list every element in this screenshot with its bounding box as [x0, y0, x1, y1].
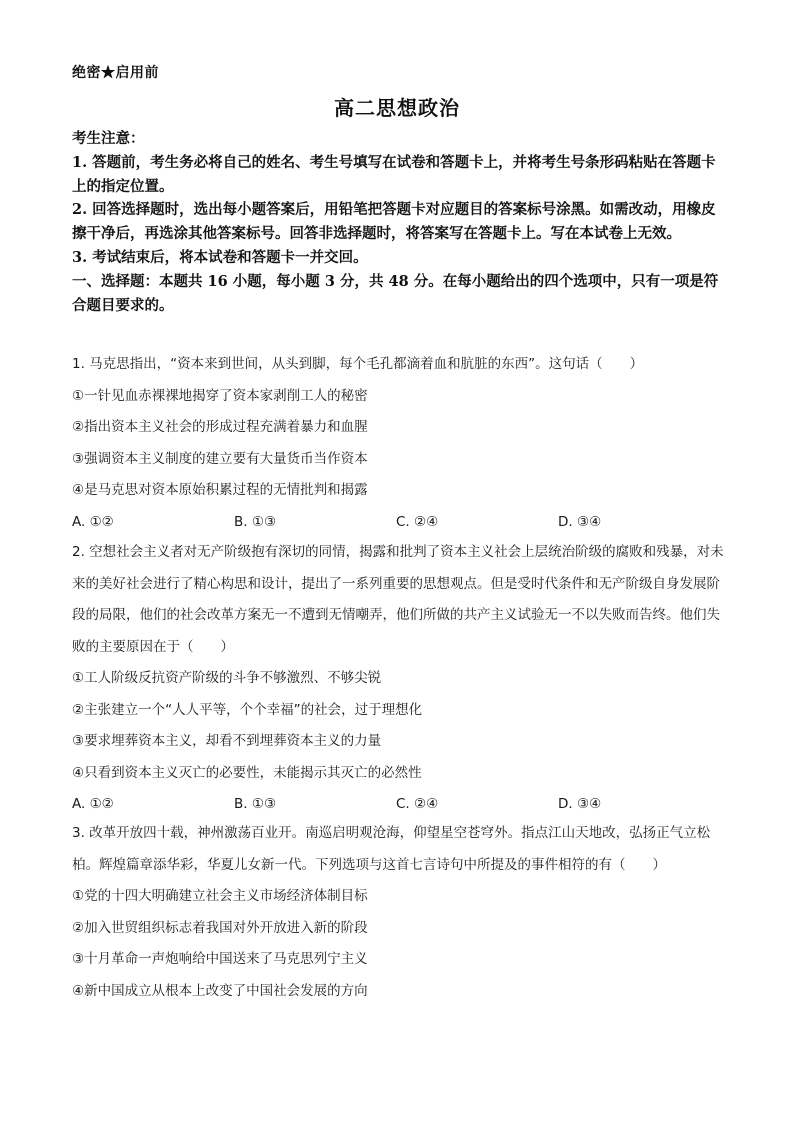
statement: ②指出资本主义社会的形成过程充满着暴力和血腥	[72, 419, 368, 435]
statement: ②加入世贸组织标志着我国对外开放进入新的阶段	[72, 919, 368, 936]
statement: ②主张建立一个“人人平等，个个幸福”的社会，过于理想化	[72, 701, 423, 718]
question-stem: 1. 马克思指出，“资本来到世间，从头到脚，每个毛孔都滴着血和肮脏的东西”。这句话（ ）	[72, 356, 644, 372]
exam-notice	[72, 127, 728, 317]
question-stem: 3. 改革开放四十载，神州激荡百业开。南巡启明观沧海，仰望星空苍穹外。指点江山天地改，弘扬正气立松柏。辉煌篇章添华彩，华夏儿女新一代。下列选项与这首七言诗句中所提及的事件相符的有（ ）	[72, 825, 711, 873]
choice-d: D. ③④	[558, 796, 602, 812]
statement: ③十月革命一声炮响给中国送来了马克思列宁主义	[72, 951, 368, 967]
choice-b: B. ①③	[234, 796, 277, 812]
notice-item: 3. 考试结束后，将本试卷和答题卡一并交回。	[72, 248, 368, 266]
section-heading: 一、选择题：本题共 16 小题，每小题 3 分，共 48 分。在每小题给出的四个选项中，只有一项是符合题目要求的。	[72, 272, 719, 314]
question-1	[72, 349, 728, 538]
statement: ①一针见血赤裸裸地揭穿了资本家剥削工人的秘密	[72, 387, 368, 404]
choice-d: D. ③④	[558, 513, 602, 530]
question-stem: 2. 空想社会主义者对无产阶级抱有深切的同情，揭露和批判了资本主义社会上层统治阶级的腐败和残暴，对未来的美好社会进行了精心构思和设计，提出了一系列重要的思想观点。但是受时代条件和无产阶级自身发展阶段的局限，他们的社会改革方案无一不遭到无情嘲弄，他们所做的共产主义试验无一不以失败而告终。他们失败的主要原因在于（ ）	[72, 544, 724, 655]
page-title: 高二思想政治	[334, 96, 460, 120]
statement: ④新中国成立从根本上改变了中国社会发展的方向	[72, 982, 368, 999]
statement: ④是马克思对资本原始积累过程的无情批判和揭露	[72, 482, 368, 498]
statement: ④只看到资本主义灭亡的必要性，未能揭示其灭亡的必然性	[72, 764, 422, 781]
choice-c: C. ②④	[396, 796, 439, 812]
choice-a: A. ①②	[72, 796, 114, 812]
choice-c: C. ②④	[396, 513, 439, 530]
choice-b: B. ①③	[234, 513, 277, 530]
statement: ③强调资本主义制度的建立要有大量货币当作资本	[72, 450, 368, 467]
question-2	[72, 537, 728, 821]
choice-a: A. ①②	[72, 513, 114, 530]
notice-item: 1. 答题前，考生务必将自己的姓名、考生号填写在试卷和答题卡上，并将考生号条形码粘贴在答题卡上的指定位置。	[72, 153, 716, 195]
statement: ③要求埋葬资本主义，却看不到埋葬资本主义的力量	[72, 733, 382, 749]
question-3	[72, 818, 728, 1007]
notice-heading: 考生注意：	[72, 130, 145, 147]
answer-choices	[72, 507, 728, 539]
answer-choices	[72, 789, 728, 821]
notice-item: 2. 回答选择题时，选出每小题答案后，用铅笔把答题卡对应题目的答案标号涂黑。如需改动，用橡皮擦干净后，再选涂其他答案标号。回答非选择题时，将答案写在答题卡上。写在本试卷上无效。	[72, 201, 716, 243]
statement: ①党的十四大明确建立社会主义市场经济体制目标	[72, 888, 368, 904]
confidential-label: 绝密★启用前	[72, 65, 159, 81]
statement: ①工人阶级反抗资产阶级的斗争不够激烈、不够尖锐	[72, 670, 382, 686]
